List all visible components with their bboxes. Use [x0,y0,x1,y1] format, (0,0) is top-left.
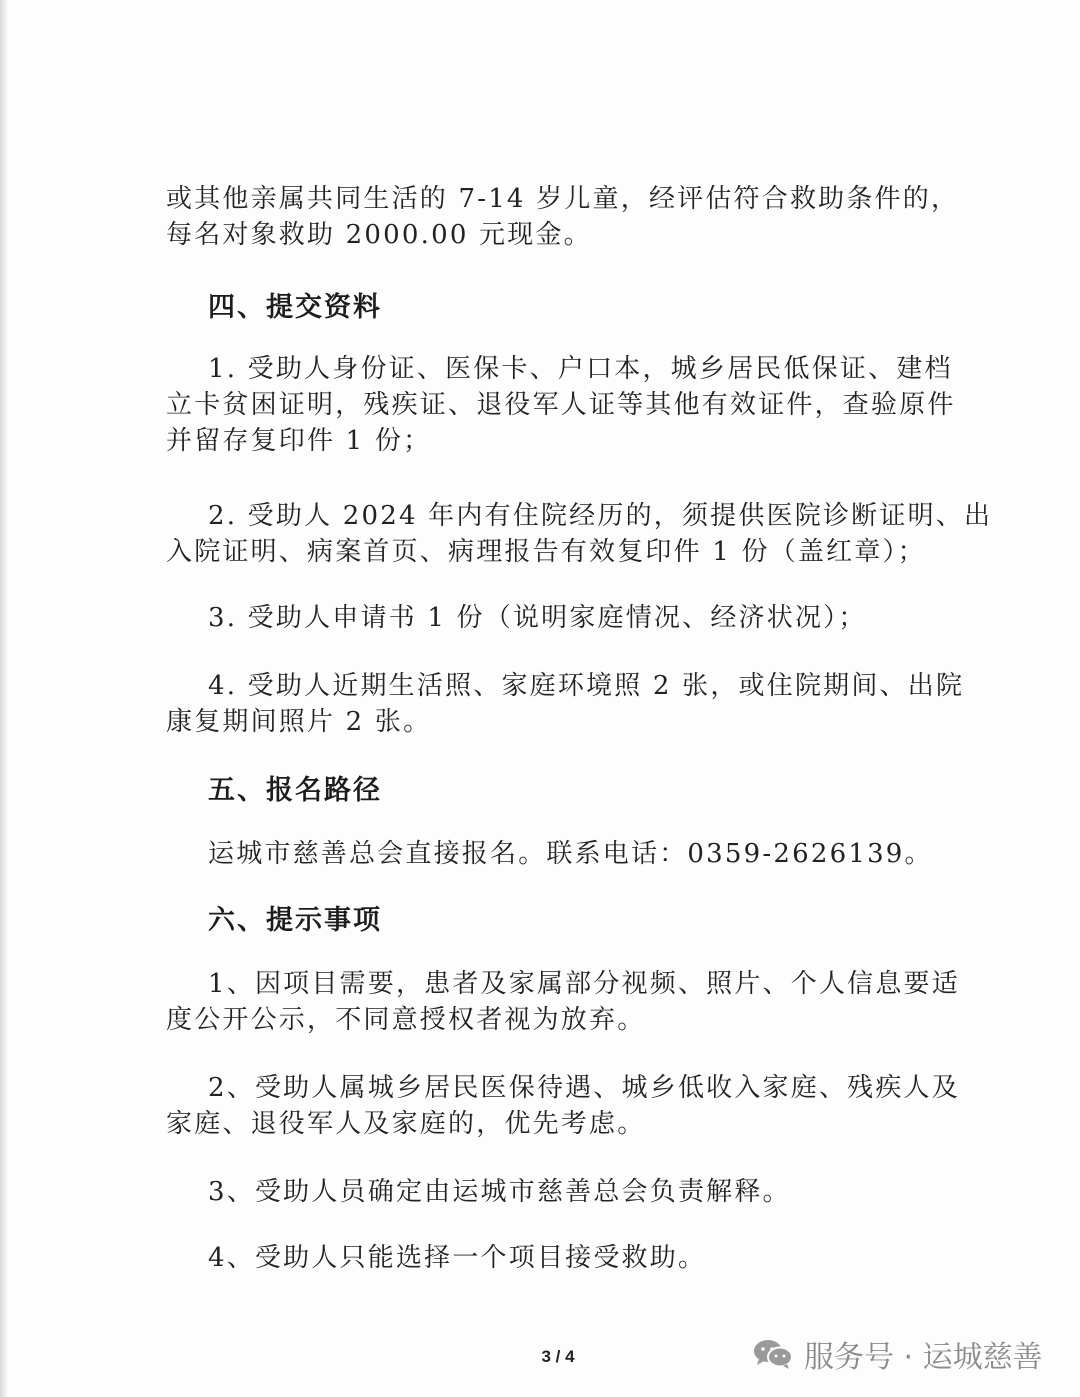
text-line: 并留存复印件 1 份； [166,426,432,456]
text-line: 康复期间照片 2 张。 [166,707,432,737]
section-heading: 五、报名路径 [208,775,382,806]
text-line: 度公开公示，不同意授权者视为放弃。 [166,1005,646,1035]
section-heading: 四、提交资料 [208,292,382,323]
text-line: 3. 受助人申请书 1 份（说明家庭情况、经济状况）； [208,603,867,633]
text-line: 2. 受助人 2024 年内有住院经历的，须提供医院诊断证明、出 [208,501,993,531]
wechat-icon [752,1338,794,1370]
list-item [166,1174,936,1210]
text-line: 每名对象救助 2000.00 元现金。 [166,220,592,250]
text-line: 或其他亲属共同生活的 7-14 岁儿童，经评估符合救助条件的， [166,184,960,214]
page-number: 3 / 4 [541,1347,575,1366]
text-line: 4. 受助人近期生活照、家庭环境照 2 张，或住院期间、出院 [208,671,965,701]
contact-paragraph [166,836,936,872]
list-item [166,498,993,570]
text-line: 2、受助人属城乡居民医保待遇、城乡低收入家庭、残疾人及 [208,1073,960,1103]
section-heading: 六、提示事项 [208,905,382,936]
text-line: 4、受助人只能选择一个项目接受救助。 [208,1243,707,1273]
intro-paragraph [166,181,960,253]
text-line: 1、因项目需要，患者及家属部分视频、照片、个人信息要适 [208,969,960,999]
list-item [166,966,960,1038]
account-watermark [752,1332,1043,1376]
watermark-text: 服务号 · 运城慈善 [804,1340,1043,1375]
list-item [166,1240,936,1276]
scan-edge [0,0,8,1397]
text-line: 1. 受助人身份证、医保卡、户口本，城乡居民低保证、建档 [208,354,953,384]
list-item [166,1070,960,1142]
text-line: 3、受助人员确定由运城市慈善总会负责解释。 [208,1177,791,1207]
list-item [166,351,956,459]
text-line: 立卡贫困证明，残疾证、退役军人证等其他有效证件，查验原件 [166,390,956,420]
list-item [166,668,965,740]
text-line: 家庭、退役军人及家庭的，优先考虑。 [166,1109,646,1139]
text-line: 入院证明、病案首页、病理报告有效复印件 1 份（盖红章）； [166,537,926,567]
list-item [166,600,936,636]
text-line: 运城市慈善总会直接报名。联系电话：0359-2626139。 [208,839,933,869]
